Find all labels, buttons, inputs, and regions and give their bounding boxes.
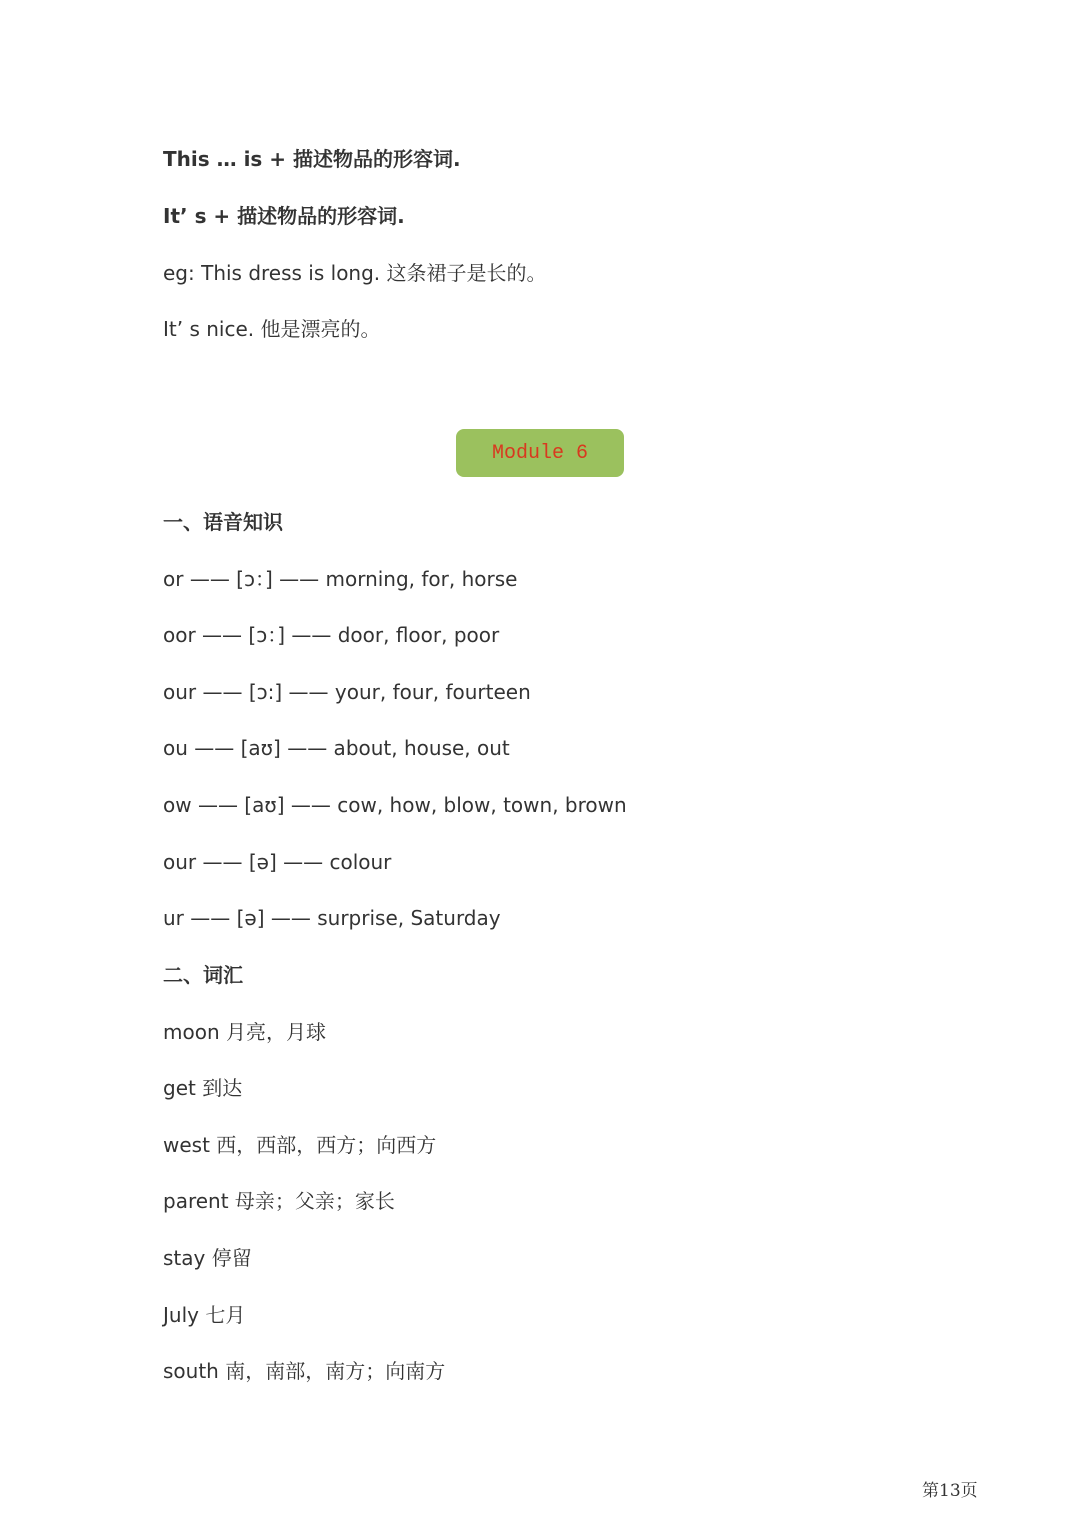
grammar-pattern-2: It’ s + 描述物品的形容词. xyxy=(163,204,405,228)
phonics-row: our —— [ə] —— colour xyxy=(163,850,392,874)
phonics-row: oor —— [ɔ：] —— door, floor, poor xyxy=(163,623,500,647)
phonics-row: ou —— [aʊ] —— about, house, out xyxy=(163,736,510,760)
grammar-example-2: It’ s nice. 他是漂亮的。 xyxy=(163,317,381,341)
module-label: Module 6 xyxy=(491,441,588,465)
phonics-row: ow —— [aʊ] —— cow, how, blow, town, brown xyxy=(163,793,627,817)
vocab-row: moon 月亮，月球 xyxy=(163,1020,326,1044)
page-number: 第13页 xyxy=(922,1481,978,1501)
section-heading-phonics: 一、语音知识 xyxy=(163,510,283,534)
vocab-row: get 到达 xyxy=(163,1076,243,1100)
module-badge xyxy=(456,429,624,477)
section-heading-vocabulary: 二、词汇 xyxy=(163,963,243,987)
vocab-row: July 七月 xyxy=(163,1303,246,1327)
phonics-row: our —— [ɔ:] —— your, four, fourteen xyxy=(163,680,531,704)
phonics-row: ur —— [ə] —— surprise, Saturday xyxy=(163,906,501,930)
grammar-example-1: eg: This dress is long. 这条裙子是长的。 xyxy=(163,261,547,285)
vocab-row: stay 停留 xyxy=(163,1246,252,1270)
vocab-row: west 西，西部，西方；向西方 xyxy=(163,1133,437,1157)
vocab-row: parent 母亲；父亲；家长 xyxy=(163,1189,395,1213)
phonics-row: or —— [ɔ：] —— morning, for, horse xyxy=(163,567,518,591)
grammar-pattern-1: This … is + 描述物品的形容词. xyxy=(163,147,461,171)
vocab-row: south 南，南部，南方；向南方 xyxy=(163,1359,446,1383)
